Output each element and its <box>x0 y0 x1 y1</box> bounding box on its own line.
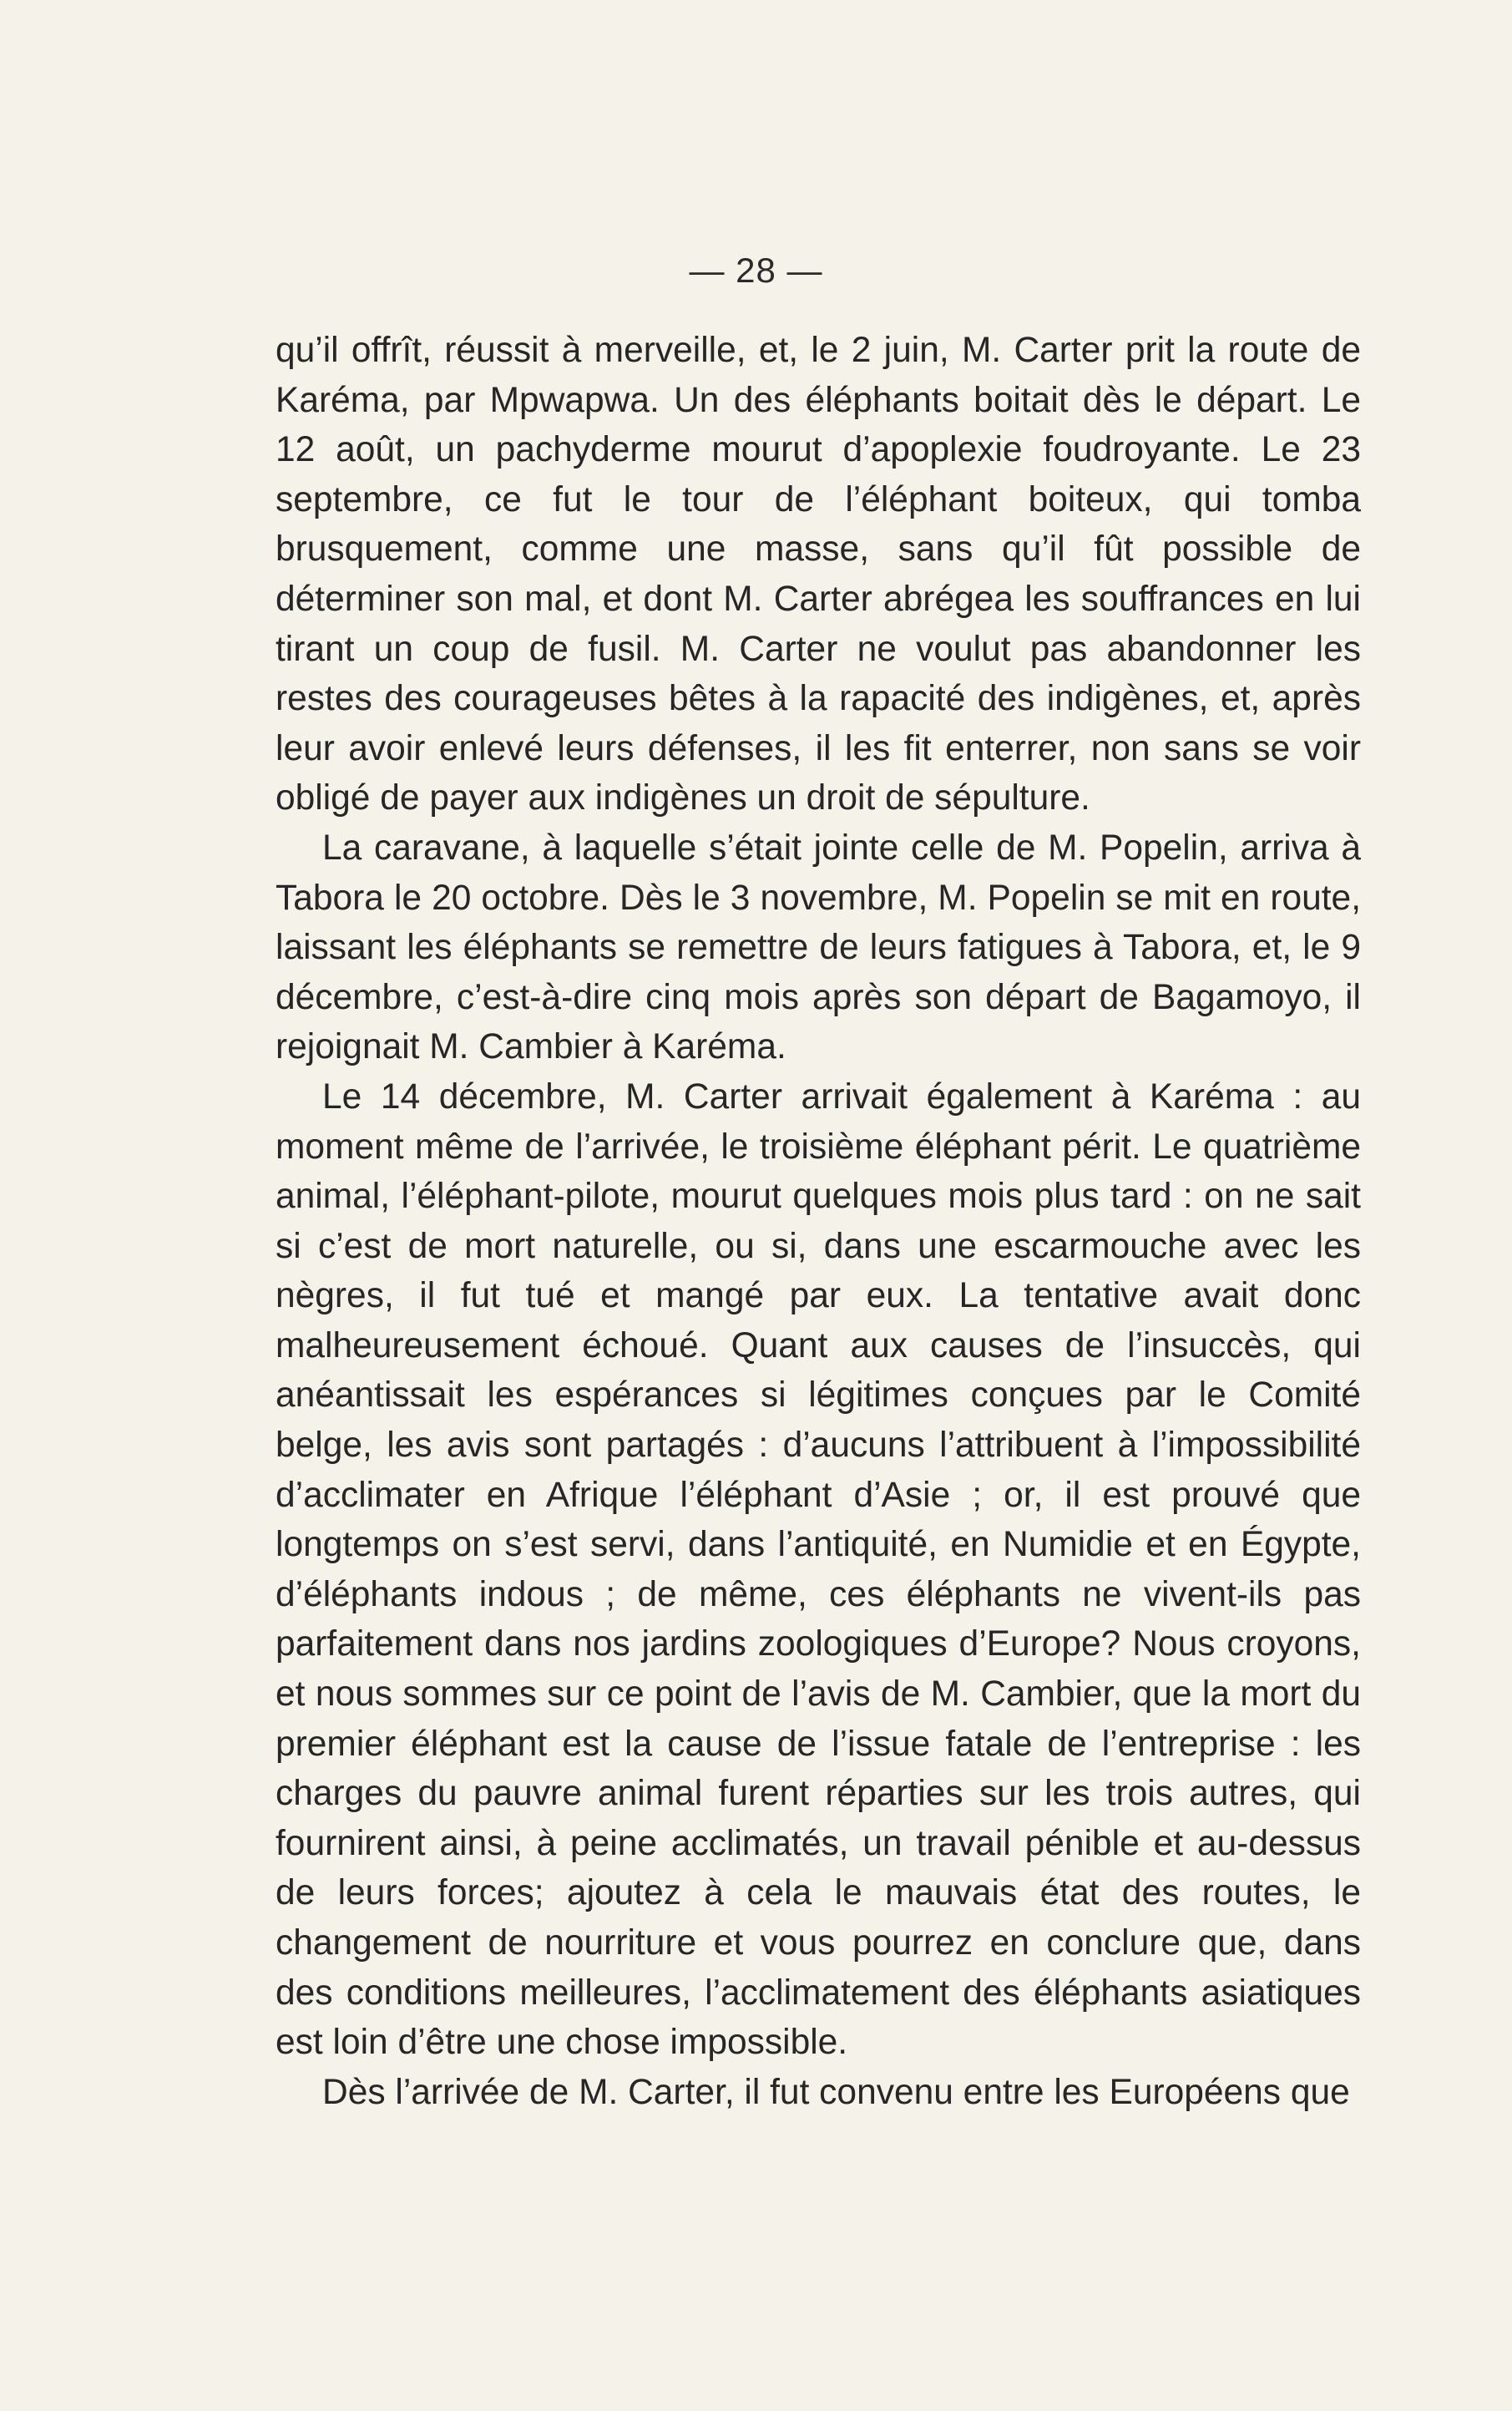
paragraph-4: Dès l’arrivée de M. Carter, il fut convenu entre les Européens que <box>322 2072 1350 2112</box>
paragraph-3: Le 14 décembre, M. Carter arrivait également à Karéma : au moment même de l’arrivée, le troisième éléphant périt. Le quatrième animal, l’éléphant-pilote, mourut quelques mois plus tard : on ne sait si c’est de mort naturelle, ou si, dans une escarmouche avec les nègres, il fut tué et mangé par eux. La tentative avait donc malheureusement échoué. Quant aux causes de l’insuccès, qui anéantissait les espérances si légitimes conçues par le Comité belge, les avis sont partagés : d’aucuns l’attribuent à l’impossibilité d’acclimater en Afrique l’éléphant d’Asie ; or, il est prouvé que longtemps on s’est servi, dans l’antiquité, en Numidie et en Égypte, d’éléphants indous ; de même, ces éléphants ne vivent-ils pas parfaitement dans nos jardins zoologiques d’Europe? Nous croyons, et nous sommes sur ce point de l’avis de M. Cambier, que la mort du premier éléphant est la cause de l’issue fatale de l’entreprise : les charges du pauvre animal furent réparties sur les trois autres, qui fournirent ainsi, à peine acclimatés, un travail pénible et au-dessus de leurs forces; ajoutez à cela le mauvais état des routes, le changement de nourriture et vous pourrez en conclure que, dans des conditions meilleures, l’acclimatement des éléphants asiatiques est loin d’être une chose impossible. <box>276 1076 1361 2063</box>
body-text <box>276 326 1361 2117</box>
paragraph-2: La caravane, à laquelle s’était jointe celle de M. Popelin, arriva à Tabora le 20 octobre. Dès le 3 novembre, M. Popelin se mit en route, laissant les éléphants se remettre de leurs fatigues à Tabora, et, le 9 décembre, c’est-à-dire cinq mois après son départ de Bagamoyo, il rejoignait M. Cambier à Karéma. <box>276 828 1361 1067</box>
paragraph-1: qu’il offrît, réussit à merveille, et, le 2 juin, M. Carter prit la route de Karéma, par Mpwapwa. Un des éléphants boitait dès le départ. Le 12 août, un pachyderme mourut d’apoplexie foudroyante. Le 23 septembre, ce fut le tour de l’éléphant boiteux, qui tomba brusquement, comme une masse, sans qu’il fût possible de déterminer son mal, et dont M. Carter abrégea les souffrances en lui tirant un coup de fusil. M. Carter ne voulut pas abandonner les restes des courageuses bêtes à la rapacité des indigènes, et, après leur avoir enlevé leurs défenses, il les fit enterrer, non sans se voir obligé de payer aux indigènes un droit de sépulture. <box>276 331 1361 818</box>
page-number: — 28 — <box>689 251 823 290</box>
